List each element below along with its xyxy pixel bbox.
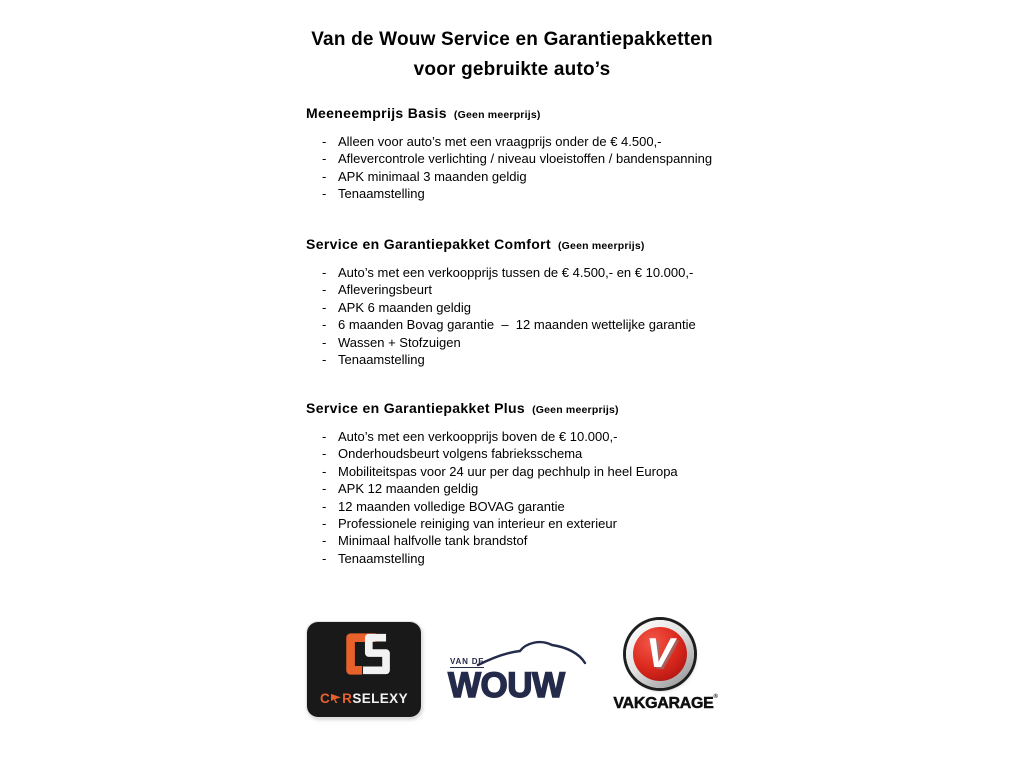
bullet-dash: - [322,334,327,350]
section-basis [306,104,766,203]
list-item [306,133,766,150]
list-item [306,168,766,185]
section-heading-text: Service en Garantiepakket Comfort [306,236,551,252]
list-item [306,550,766,567]
section-badge: (Geen meerprijs) [453,109,541,121]
bullet-dash: - [322,516,327,532]
bullet-list [306,264,766,368]
vakgarage-label: VAKGARAGE [613,695,714,712]
list-item-text: Wassen + Stofzuigen [338,334,461,350]
section-heading-text: Meeneemprijs Basis [306,105,447,121]
list-item [306,428,766,445]
list-item-text: APK minimaal 3 maanden geldig [338,168,527,184]
registered-mark: ® [713,694,718,700]
bullet-dash: - [322,151,327,167]
list-item-text: Tenaamstelling [338,352,425,368]
list-item-text: Professionele reiniging van interieur en exterieur [338,516,617,532]
bullet-dash: - [322,352,327,368]
list-item-text: Onderhoudsbeurt volgens fabrieksschema [338,446,583,462]
list-item [306,150,766,167]
bullet-dash: - [322,282,327,298]
list-item [306,316,766,333]
list-item [306,299,766,316]
list-item-text: Minimaal halfvolle tank brandstof [338,533,528,549]
bullet-dash: - [322,168,327,184]
vakgarage-wordmark [613,694,718,713]
list-item [306,351,766,368]
bullet-dash: - [322,186,327,202]
list-item-text: 12 maanden volledige BOVAG garantie [338,498,565,514]
section-badge: (Geen meerprijs) [557,240,645,252]
section-heading [306,399,766,419]
list-item [306,334,766,351]
list-item-text: Afleveringsbeurt [338,282,432,298]
section-plus [306,399,766,567]
list-item-text: Tenaamstelling [338,550,425,566]
list-item [306,532,766,549]
list-item-text: APK 12 maanden geldig [338,481,479,497]
list-item [306,445,766,462]
vandewouw-wordmark: WOUW [448,666,565,705]
carselexy-monogram-icon [333,631,395,677]
logo-vakgarage [613,620,718,713]
bullet-dash: - [322,134,327,149]
list-item [306,498,766,515]
bullet-dash: - [322,550,327,566]
list-item [306,185,766,202]
bullet-dash: - [322,446,327,462]
list-item-text: 6 maanden Bovag garantie – 12 maanden wettelijke garantie [338,317,696,333]
footer-logos [0,620,1024,730]
list-item [306,480,766,497]
carselexy-text-selexy: SELEXY [352,691,408,706]
list-item [306,264,766,281]
carselexy-text-r: R [342,691,353,706]
bullet-list [306,428,766,567]
logo-vandewouw [448,636,590,705]
carselexy-wordmark [307,691,421,706]
list-item-text: Tenaamstelling [338,186,425,202]
list-item-text: Mobiliteitspas voor 24 uur per dag pechhulp in heel Europa [338,463,678,479]
vandewouw-top-text: VAN DE [450,657,485,666]
section-badge: (Geen meerprijs) [532,404,619,416]
list-item-text: Auto’s met een verkoopprijs tussen de € 4.500,- en € 10.000,- [338,265,694,280]
section-comfort [306,235,766,368]
list-item [306,281,766,298]
page-title [0,25,1024,84]
bullet-dash: - [322,265,327,280]
page-title-line1: Van de Wouw Service en Garantiepakketten [311,29,713,50]
vakgarage-v-icon: V [645,629,674,676]
list-item-text: APK 6 maanden geldig [338,299,471,315]
bullet-dash: - [322,429,327,444]
list-item-text: Auto’s met een verkoopprijs boven de € 10.000,- [338,429,618,444]
bullet-dash: - [322,299,327,315]
bullet-dash: - [322,533,327,549]
page-title-line2: voor gebruikte auto’s [413,58,611,80]
section-heading [306,235,766,255]
section-heading [306,104,766,124]
bullet-dash: - [322,481,327,497]
cursor-icon [331,692,342,703]
bullet-dash: - [322,498,327,514]
list-item-text: Aflevercontrole verlichting / niveau vloeistoffen / bandenspanning [338,151,713,167]
bullet-dash: - [322,317,327,333]
bullet-list [306,133,766,203]
section-heading-text: Service en Garantiepakket Plus [306,400,526,416]
vakgarage-ball-icon [626,620,694,688]
list-item-text: Alleen voor auto’s met een vraagprijs onder de € 4.500,- [338,134,662,149]
list-item [306,463,766,480]
list-item [306,515,766,532]
bullet-dash: - [322,463,327,479]
carselexy-text-c: C [320,691,331,706]
logo-carselexy [307,622,421,717]
